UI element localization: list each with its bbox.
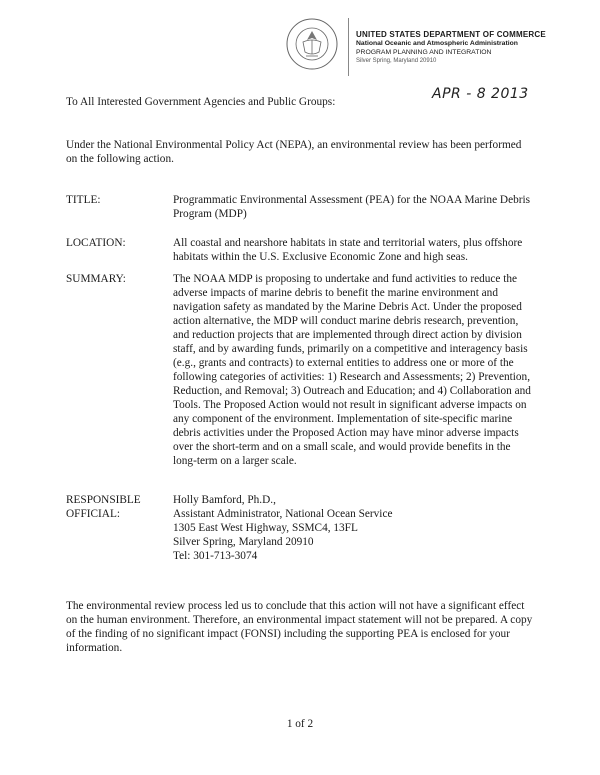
official-name: Holly Bamford, Ph.D.,: [173, 494, 276, 506]
department-name: UNITED STATES DEPARTMENT OF COMMERCE: [356, 30, 546, 39]
responsible-value: [173, 493, 533, 563]
page-number: 1 of 2: [286, 718, 314, 730]
summary-value: The NOAA MDP is proposing to undertake and fund activities to reduce the adverse impacts of marine debris to benefit the marine environment and navigation safety as mandated by the Marine Debris Act. Under the proposed action alternative, the MDP will conduct marine debris research, prevention, and reduction projects that are implemented through direct action by division staff, and by awarding funds, primarily on a competitive and interagency basis (e.g., grants and contracts) to external entities to address one or more of the following categories of activities: 1) Research and Assessments; 2) Prevention, Reduction, and Removal; 3) Outreach and Education; and 4) Collaboration and Tools. The Proposed Action would not result in significant adverse impacts on any component of the environment. Implementation of site-specific marine debris activities under the Proposed Action may have minor adverse impacts over the short-term and on a small scale, and would provide benefits in the long-term on a larger scale.: [173, 273, 531, 467]
salutation: To All Interested Government Agencies and Public Groups:: [66, 96, 336, 108]
summary-label: SUMMARY:: [66, 273, 126, 285]
date-stamp: APR - 8 2013: [432, 86, 529, 102]
responsible-label: [66, 493, 141, 521]
office-city: Silver Spring, Maryland 20910: [356, 58, 437, 64]
office-name: PROGRAM PLANNING AND INTEGRATION: [356, 49, 492, 56]
official-address-line2: Silver Spring, Maryland 20910: [173, 536, 314, 548]
responsible-label-line1: RESPONSIBLE: [66, 494, 141, 506]
location-label: LOCATION:: [66, 237, 126, 249]
location-value: All coastal and nearshore habitats in state and territorial waters, plus offshore habitats within the U.S. Exclusive Economic Zone and high seas.: [173, 237, 523, 263]
title-value: Programmatic Environmental Assessment (PEA) for the NOAA Marine Debris Program (MDP): [173, 194, 531, 220]
doc-seal-logo: [286, 18, 338, 70]
letterhead: [356, 30, 546, 66]
letterhead-divider: [348, 18, 349, 76]
official-telephone: Tel: 301-713-3074: [173, 550, 258, 562]
title-label: TITLE:: [66, 194, 101, 206]
intro-paragraph: Under the National Environmental Policy Act (NEPA), an environmental review has been performed on the following action.: [66, 139, 522, 165]
official-address-line1: 1305 East West Highway, SSMC4, 13FL: [173, 522, 358, 534]
official-position: Assistant Administrator, National Ocean Service: [173, 508, 393, 520]
closing-paragraph: The environmental review process led us to conclude that this action will not have a significant effect on the human environment. Therefore, an environmental impact statement will not be prepared. A copy of the finding of no significant impact (FONSI) including the supporting PEA is enclosed for your information.: [66, 600, 533, 654]
responsible-label-line2: OFFICIAL:: [66, 508, 120, 520]
administration-name: National Oceanic and Atmospheric Administration: [356, 40, 518, 47]
